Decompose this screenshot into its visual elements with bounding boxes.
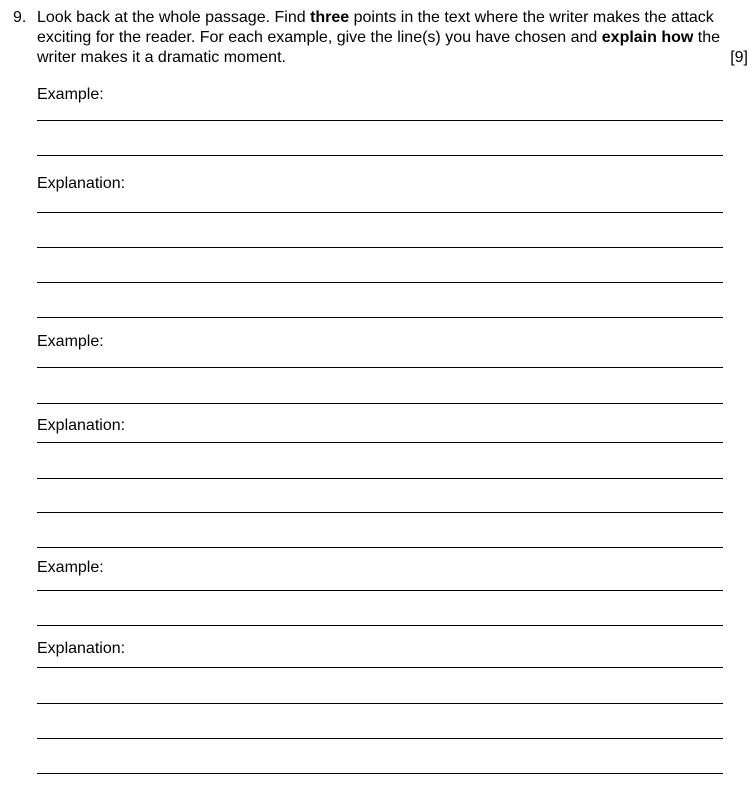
question-text: Look back at the whole passage. Find three points in the text where the writer makes the attack exciting for the reader. For each example, give the line(s) you have chosen and explain how the writer makes it a dramatic moment. — [37, 9, 721, 66]
answer-line[interactable] — [37, 442, 723, 443]
answer-line[interactable] — [37, 367, 723, 368]
explanation-label-3: Explanation: — [37, 640, 126, 657]
answer-line[interactable] — [37, 667, 723, 668]
example-label-3: Example: — [37, 559, 104, 576]
question-number: 9. — [13, 9, 27, 26]
answer-line[interactable] — [37, 703, 723, 704]
answer-line[interactable] — [37, 478, 723, 479]
example-label-1: Example: — [37, 86, 104, 103]
explanation-label-1: Explanation: — [37, 175, 126, 192]
answer-line[interactable] — [37, 512, 723, 513]
emphasis-explain-how: explain how — [601, 29, 694, 46]
answer-line[interactable] — [37, 120, 723, 121]
answer-line[interactable] — [37, 738, 723, 739]
answer-line[interactable] — [37, 625, 723, 626]
answer-line[interactable] — [37, 247, 723, 248]
example-label-2: Example: — [37, 333, 104, 350]
answer-line[interactable] — [37, 547, 723, 548]
explanation-label-2: Explanation: — [37, 417, 126, 434]
answer-line[interactable] — [37, 155, 723, 156]
answer-line[interactable] — [37, 773, 723, 774]
emphasis-three: three — [310, 9, 350, 26]
answer-line[interactable] — [37, 403, 723, 404]
marks-available: [9] — [730, 49, 748, 66]
answer-line[interactable] — [37, 212, 723, 213]
answer-line[interactable] — [37, 317, 723, 318]
answer-line[interactable] — [37, 590, 723, 591]
answer-line[interactable] — [37, 282, 723, 283]
